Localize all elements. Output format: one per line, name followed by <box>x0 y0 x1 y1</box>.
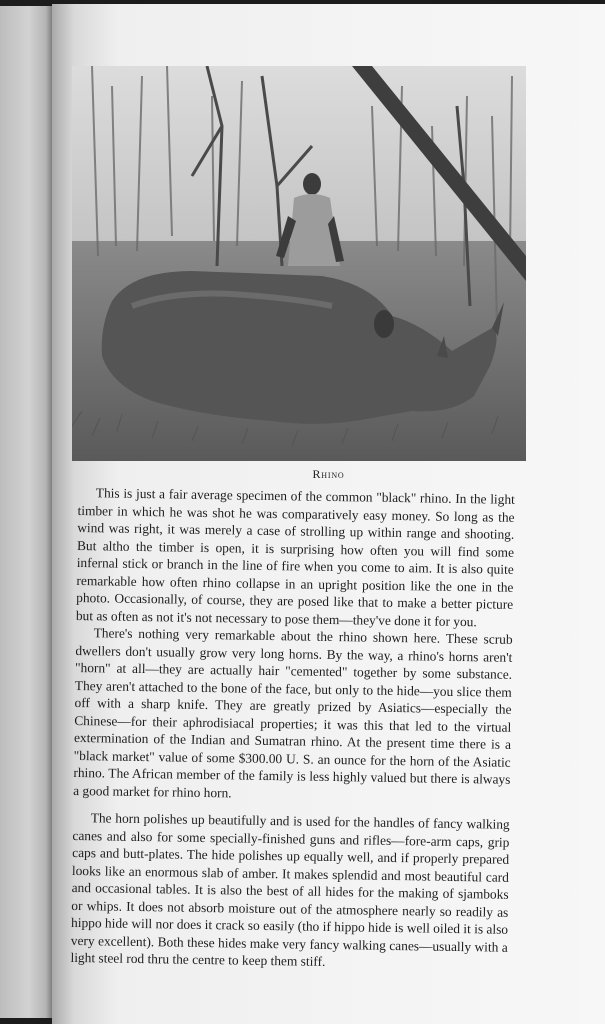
book-page <box>52 4 605 1024</box>
body-text <box>70 484 515 973</box>
rhino-photo-illustration <box>72 66 526 461</box>
paragraph-2: There's nothing very remarkable about the rhino shown here. These scrub dwellers don't usually grow very long horns. By the way, a rhino's horns aren't "horn" at all—they are actually hair "cemented" together by some substance. They aren't attached to the bone of the face, but only to the hide—you slice them off with a sharp knife. They are greatly prized by Asiatics—especially the Chinese—for their aphrodisiacal properties; it was this that led to the virtual extermination of the Indian and Sumatran rhino. At the present time there is a "black market" value of some $300.00 U. S. an ounce for the horn of the Asiatic rhino. The African member of the family is less highly valued but there is always a good market for rhino horn. <box>73 625 513 800</box>
photo-caption: Rhino <box>312 467 345 481</box>
paragraph-3: The horn polishes up beautifully and is used for the handles of fancy walking canes and also for some specially-finished guns and rifles—fore-arm caps, grip caps and butt-plates. The hide polishes up equally well, and if properly prepared looks like an enormous slab of amber. It makes splendid and most beautiful card and occasional tables. It is also the best of all hides for the making of sjamboks or whips. It does not absorb moisture out of the atmosphere nearly so readily as hippo hide will nor does it crack so easily (tho if hippo hide is well oiled it is also very excellent). Both these hides make very fancy walking canes—usually with a light steel rod thru the centre to keep them stiff. <box>70 810 510 969</box>
paragraph-1: This is just a fair average specimen of the common "black" rhino. In the light timber in which he was shot he was comparatively easy money. So long as the wind was right, it was merely a case of strolling up within range and shooting. But altho the timber is open, it is surprising how often you will find some infernal stick or branch in the line of fire when you come to aim. It is also quite remarkable how often rhino collapse in an upright position like the one in the photo. Occasionally, of course, they are posed like that to make a better picture but as often as not it's not necessary to pose them—they've done it for you. <box>75 485 515 629</box>
rhino-photograph <box>72 66 526 461</box>
left-page-edge <box>0 6 52 1018</box>
